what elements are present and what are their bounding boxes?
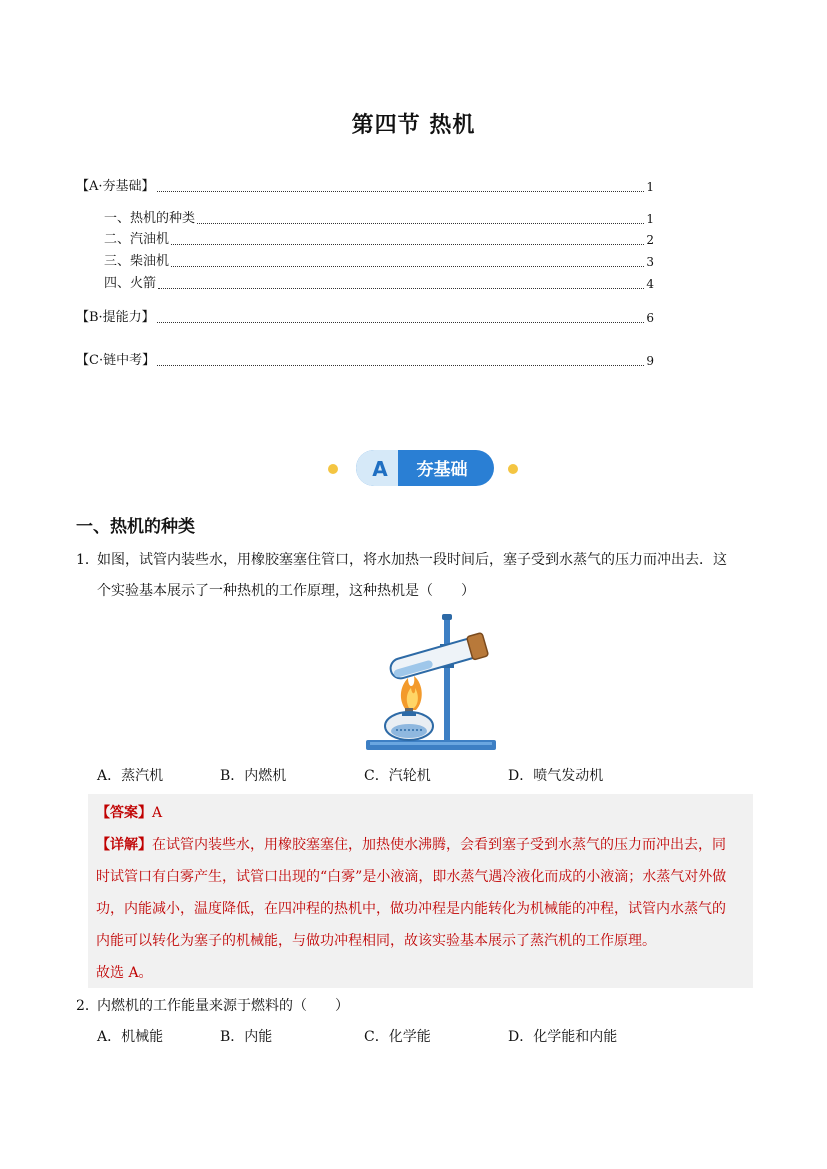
toc-leader <box>157 365 644 366</box>
q2-number: 2． <box>76 998 99 1014</box>
q1-number: 1． <box>76 552 99 568</box>
conclusion: 故选 A。 <box>96 965 153 981</box>
q1-option-d[interactable]: D．喷气发动机 <box>508 768 604 784</box>
answer-tag: 【答案】 <box>96 805 152 821</box>
toc-item-2[interactable] <box>104 231 654 249</box>
detail-line-3: 功，内能减小，温度降低，在四冲程的热机中，做功冲程是内能转化为机械能的冲程，试管内水蒸气的 <box>96 901 726 917</box>
test-tube <box>388 633 489 683</box>
page-title: 第四节 热机 <box>351 112 476 138</box>
toc-label: 【B·提能力】 <box>76 310 155 325</box>
toc-item-3[interactable] <box>104 253 654 271</box>
toc-page: 9 <box>646 354 654 368</box>
toc-item-a[interactable] <box>76 178 654 196</box>
test-tube-experiment-figure <box>360 612 500 758</box>
q1-option-c[interactable]: C．汽轮机 <box>364 768 431 784</box>
toc-leader <box>171 244 644 245</box>
q2-option-b[interactable]: B．内能 <box>220 1029 273 1045</box>
detail-line-1 <box>96 834 726 854</box>
toc-label: 四、火箭 <box>104 276 157 291</box>
banner-letter: A <box>372 457 388 481</box>
toc-label: 一、热机的种类 <box>104 211 196 226</box>
toc-label: 【A·夯基础】 <box>76 179 155 194</box>
toc-label: 三、柴油机 <box>104 254 170 269</box>
banner-dot-left <box>328 464 338 474</box>
toc-leader <box>171 266 644 267</box>
toc-item-c[interactable] <box>76 352 654 370</box>
toc-leader <box>157 322 645 323</box>
banner-dot-right <box>508 464 518 474</box>
q2-option-a[interactable]: A．机械能 <box>97 1029 164 1045</box>
toc-page: 3 <box>646 255 654 269</box>
toc-page: 6 <box>646 311 654 325</box>
q1-option-b[interactable]: B．内燃机 <box>220 768 287 784</box>
q2-option-d[interactable]: D．化学能和内能 <box>508 1029 618 1045</box>
q1-line1: 如图，试管内装些水，用橡胶塞塞住管口，将水加热一段时间后，塞子受到水蒸气的压力而冲出去．这 <box>97 552 727 568</box>
answer-line <box>96 802 162 822</box>
section-banner <box>270 448 580 488</box>
detail-tag: 【详解】 <box>96 837 152 853</box>
toc-leader <box>158 288 644 289</box>
toc-leader <box>197 223 644 224</box>
detail-line-4: 内能可以转化为塞子的机械能，与做功冲程相同，故该实验基本展示了蒸汽机的工作原理。 <box>96 933 656 949</box>
detail-text-1: 在试管内装些水，用橡胶塞塞住，加热使水沸腾，会看到塞子受到水蒸气的压力而冲出去，同 <box>152 837 726 853</box>
toc-item-4[interactable] <box>104 275 654 293</box>
toc-item-1[interactable] <box>104 210 654 228</box>
toc-page: 4 <box>646 277 654 291</box>
q1-option-a[interactable]: A．蒸汽机 <box>97 768 164 784</box>
section-heading: 一、热机的种类 <box>76 517 195 537</box>
toc-page: 2 <box>646 233 654 247</box>
toc-leader <box>157 191 645 192</box>
banner-text: 夯基础 <box>416 460 468 480</box>
answer-value: A <box>152 805 163 821</box>
toc-item-b[interactable] <box>76 309 654 327</box>
stand-rod <box>444 616 450 742</box>
toc-label: 【C·链中考】 <box>76 353 156 368</box>
answer-panel <box>88 794 753 988</box>
detail-line-2: 时试管口有白雾产生，试管口出现的“白雾”是小液滴，即水蒸气遇冷液化而成的小液滴；水蒸气对外做 <box>96 869 727 885</box>
q2-option-c[interactable]: C．化学能 <box>364 1029 431 1045</box>
q1-line2: 个实验基本展示了一种热机的工作原理，这种热机是（ ） <box>97 583 475 599</box>
toc-page: 1 <box>646 180 654 194</box>
toc-page: 1 <box>646 212 654 226</box>
q2-text: 内燃机的工作能量来源于燃料的（ ） <box>97 998 349 1014</box>
toc-label: 二、汽油机 <box>104 232 170 247</box>
